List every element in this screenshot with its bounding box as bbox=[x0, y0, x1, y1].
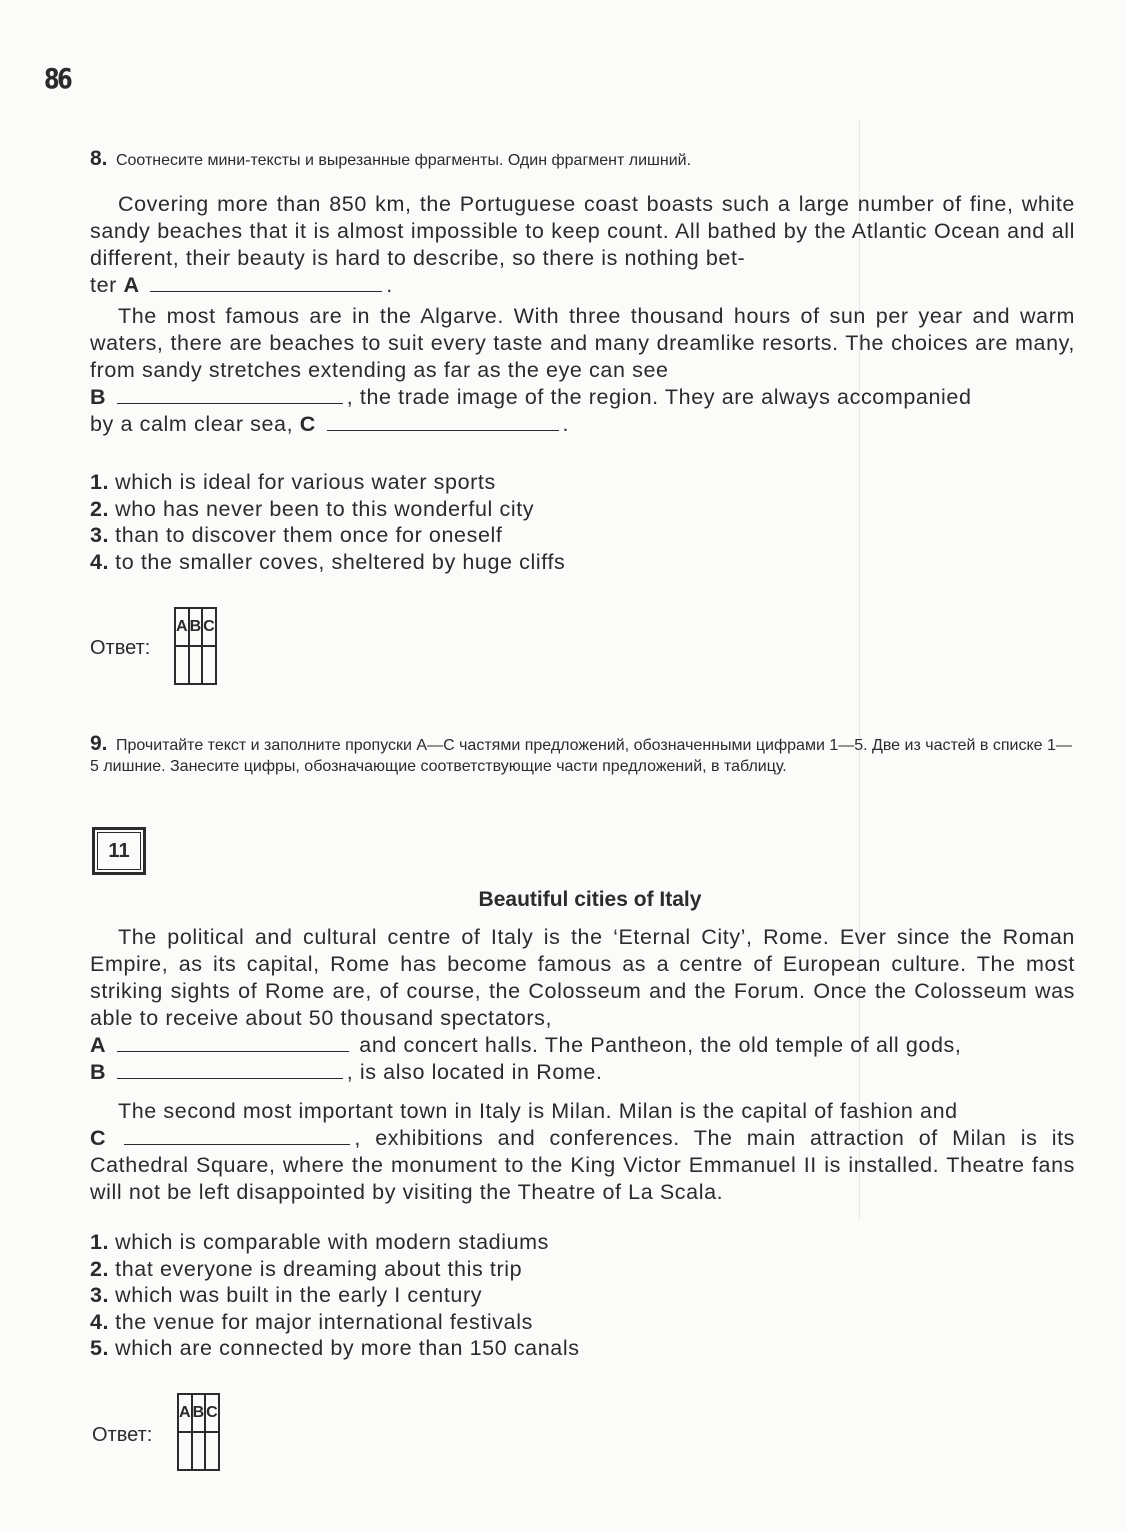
gap-a-label: A bbox=[123, 273, 140, 297]
task-9-number: 9. bbox=[90, 732, 108, 755]
answer-label: Ответ: bbox=[90, 637, 151, 659]
answer-cell-c[interactable] bbox=[205, 1432, 219, 1470]
answer-col-b: B bbox=[189, 608, 203, 646]
task-8-options bbox=[90, 469, 565, 575]
answer-table bbox=[177, 1393, 220, 1471]
answer-col-a: A bbox=[175, 608, 189, 646]
task-9-header bbox=[90, 733, 1075, 777]
option-item: 4. the venue for major international festivals bbox=[90, 1309, 533, 1334]
page-number: 86 bbox=[44, 62, 71, 95]
gap-b-blank[interactable] bbox=[117, 387, 343, 404]
option-item: 2. who has never been to this wonderful city bbox=[90, 496, 535, 521]
answer-col-c: C bbox=[202, 608, 216, 646]
gap-c-label: C bbox=[90, 1126, 107, 1150]
answer-cell-b[interactable] bbox=[189, 646, 203, 684]
answer-table bbox=[174, 607, 217, 685]
gap-b-blank[interactable] bbox=[117, 1062, 343, 1079]
task-8-paragraph-2: The most famous are in the Algarve. With three thousand hours of sun per year and warm waters, there are beaches to suit every taste and many dreamlike resorts. The choices are many, from sandy stretches extending as far as the eye can see B , the trade image of the region. They are always accompanied by a calm clear sea, C . bbox=[90, 304, 1075, 436]
gap-a-blank[interactable] bbox=[150, 275, 382, 292]
task-9-paragraph-2: The second most important town in Italy is Milan. Milan is the capital of fashion and C , exhibitions and conferences. The main attraction of Milan is its Cathedral Square, where the monument to the King Victor Emmanuel II is installed. Theatre fans will not be left disappointed by visiting the Theatre of La Scala. bbox=[90, 1099, 1075, 1204]
task-9-options bbox=[90, 1229, 580, 1362]
gap-c-blank[interactable] bbox=[327, 414, 559, 431]
task-8-instruction: Соотнесите мини-тексты и вырезанные фрагменты. Один фрагмент лишний. bbox=[115, 152, 692, 169]
option-item: 2. that everyone is dreaming about this trip bbox=[90, 1256, 523, 1281]
gap-b-label: B bbox=[90, 385, 107, 409]
answer-cell-c[interactable] bbox=[202, 646, 216, 684]
gap-a-blank[interactable] bbox=[117, 1035, 349, 1052]
answer-col-a: A bbox=[178, 1394, 192, 1432]
text-title: Beautiful cities of Italy bbox=[478, 888, 702, 911]
task-box-number: 11 bbox=[92, 827, 146, 875]
gap-b-label: B bbox=[90, 1060, 107, 1084]
gap-c-label: C bbox=[299, 412, 316, 436]
option-item: 4. to the smaller coves, sheltered by huge cliffs bbox=[90, 549, 566, 574]
option-item: 1. which is comparable with modern stadiums bbox=[90, 1230, 550, 1254]
answer-col-b: B bbox=[192, 1394, 206, 1432]
gap-c-blank[interactable] bbox=[124, 1128, 350, 1145]
gap-a-label: A bbox=[90, 1033, 107, 1057]
answer-cell-a[interactable] bbox=[178, 1432, 192, 1470]
option-item: 1. which is ideal for various water sports bbox=[90, 470, 496, 494]
task-8-number: 8. bbox=[90, 147, 108, 170]
answer-cell-b[interactable] bbox=[192, 1432, 206, 1470]
task-8-paragraph-1: Covering more than 850 km, the Portuguese coast boasts such a large number of fine, white sandy beaches that it is almost impossible to keep count. All bathed by the Atlantic Ocean and all different, their beauty is hard to describe, so there is nothing bet- ter A . bbox=[90, 192, 1075, 297]
task-9-instruction: Прочитайте текст и заполните пропуски A—C частями предложений, обозначенными цифрами 1—5. Две из частей в списке 1—5 лишние. Занесите цифры, обозначающие соответствующие части предложений, в таблицу. bbox=[90, 737, 1072, 775]
answer-label: Ответ: bbox=[92, 1424, 153, 1446]
answer-cell-a[interactable] bbox=[175, 646, 189, 684]
answer-col-c: C bbox=[205, 1394, 219, 1432]
task-9-paragraph-1: The political and cultural centre of Italy is the ‘Eternal City’, Rome. Ever since the Roman Empire, as its capital, Rome has become famous as a centre of European culture. The most striking sights of Rome are, of course, the Colosseum and the Forum. Once the Colosseum was able to receive about 50 thousand spectators, A and concert halls. The Pantheon, the old temple of all gods, B , is also located in Rome. bbox=[90, 925, 1075, 1084]
option-item: 3. which was built in the early I century bbox=[90, 1283, 483, 1307]
option-item: 5. which are connected by more than 150 canals bbox=[90, 1336, 580, 1360]
option-item: 3. than to discover them once for oneself bbox=[90, 523, 503, 547]
task-8-header bbox=[90, 148, 1075, 171]
